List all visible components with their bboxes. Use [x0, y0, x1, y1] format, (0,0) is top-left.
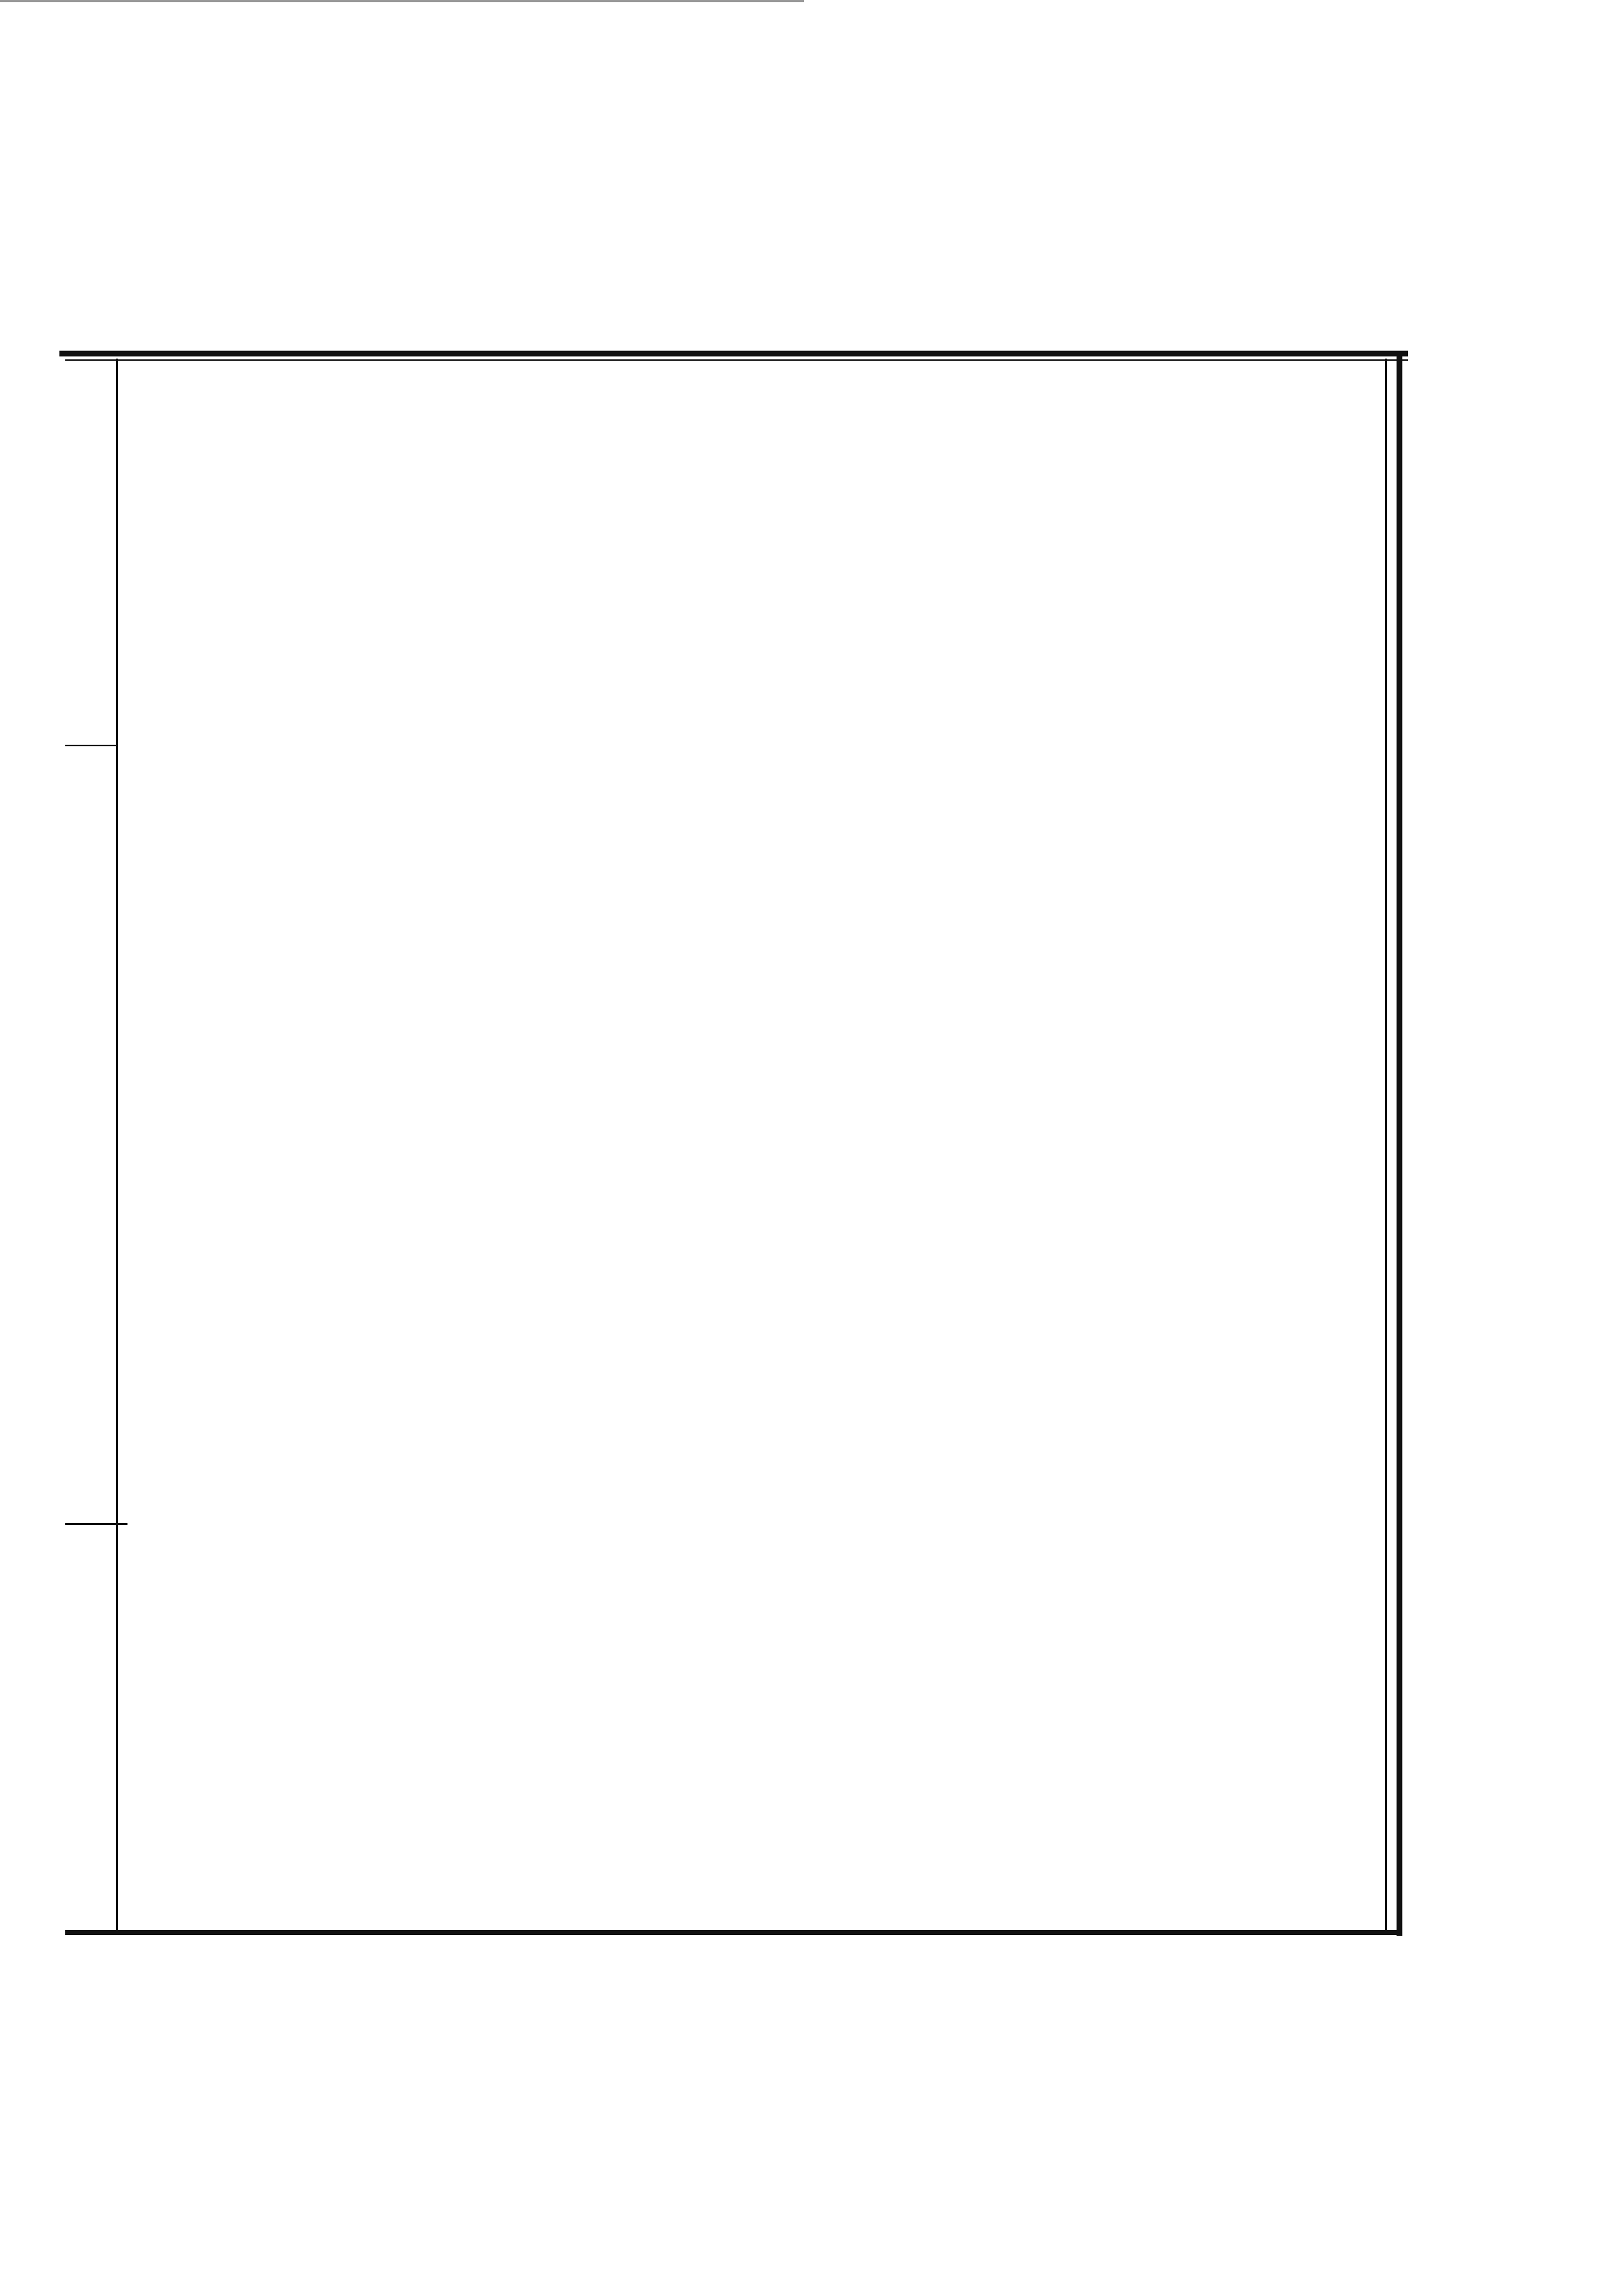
margin-divider: [65, 1523, 127, 1525]
table-top-border-inner: [65, 359, 1408, 361]
margin-divider: [65, 745, 116, 746]
table-bottom-border: [65, 1930, 1402, 1935]
table-top-border: [59, 351, 1408, 356]
table-right-border: [1397, 351, 1402, 1936]
table-left-border: [116, 359, 118, 1932]
scan-top-edge: [0, 0, 804, 2]
table-right-border-inner: [1385, 359, 1387, 1931]
